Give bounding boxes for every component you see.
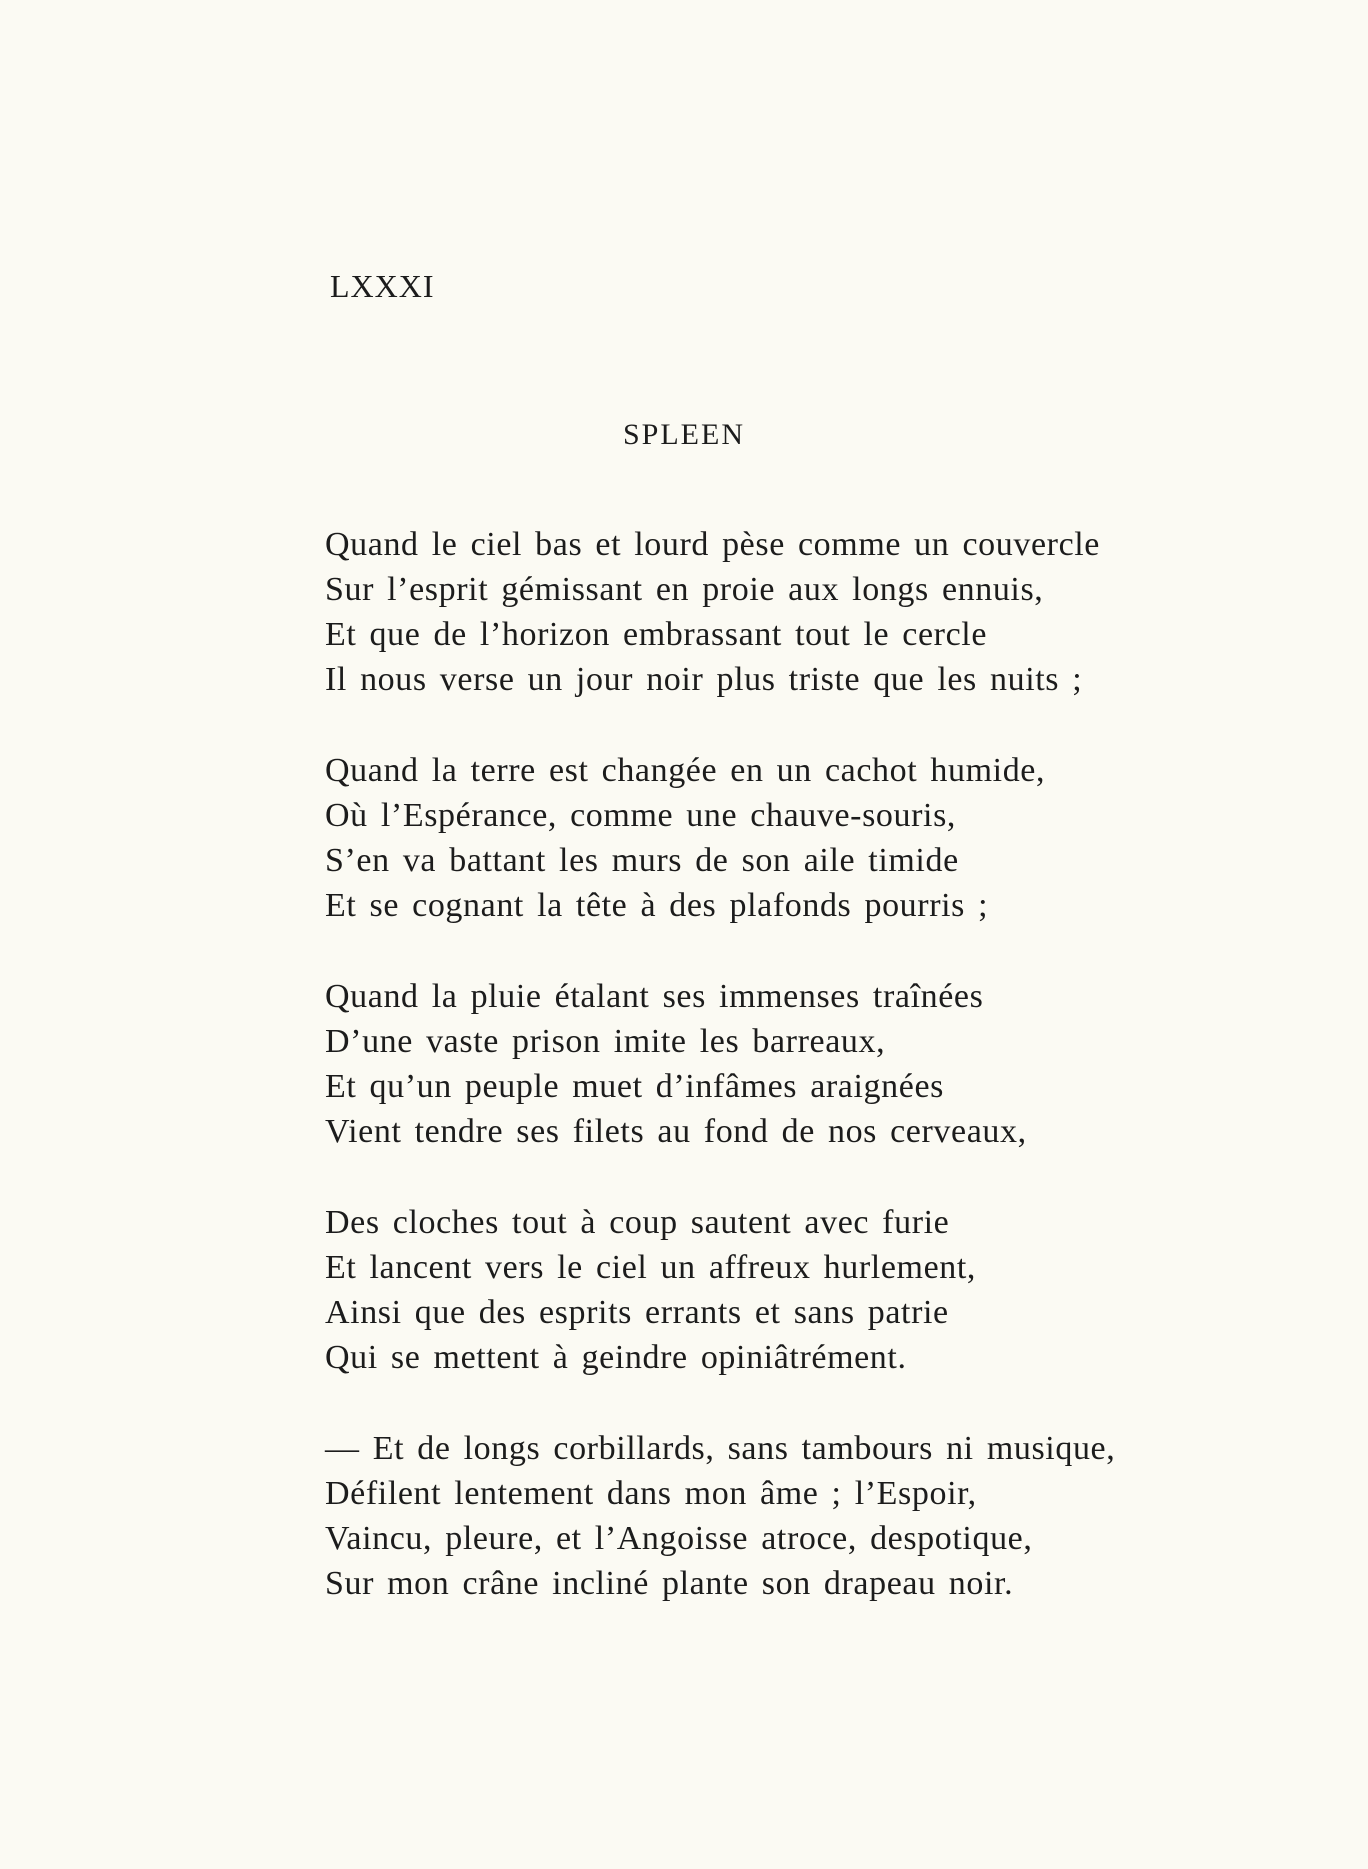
- verse: Et se cognant la tête à des plafonds pourris ;: [325, 887, 989, 924]
- poem-title: SPLEEN: [622, 418, 745, 451]
- verse: Quand le ciel bas et lourd pèse comme un couvercle: [325, 526, 1101, 563]
- poem-number: LXXXI: [330, 268, 435, 304]
- verse: Quand la pluie étalant ses immenses traînées: [325, 978, 984, 1015]
- verse: Il nous verse un jour noir plus triste que les nuits ;: [325, 661, 1083, 698]
- verse: Sur mon crâne incliné plante son drapeau noir.: [325, 1565, 1014, 1602]
- stanza-5: [325, 1426, 1225, 1606]
- verse: Quand la terre est changée en un cachot humide,: [325, 752, 1046, 789]
- verse: — Et de longs corbillards, sans tambours ni musique,: [325, 1430, 1116, 1467]
- verse: Qui se mettent à geindre opiniâtrément.: [325, 1339, 907, 1376]
- verse: Vient tendre ses filets au fond de nos cerveaux,: [325, 1113, 1027, 1150]
- verse: Ainsi que des esprits errants et sans patrie: [325, 1294, 949, 1331]
- poem-body: [325, 522, 1225, 1652]
- stanza-1: [325, 522, 1225, 702]
- verse: D’une vaste prison imite les barreaux,: [325, 1023, 886, 1060]
- verse: S’en va battant les murs de son aile timide: [325, 842, 959, 879]
- stanza-4: [325, 1200, 1225, 1380]
- stanza-2: [325, 748, 1225, 928]
- verse: Sur l’esprit gémissant en proie aux longs ennuis,: [325, 571, 1044, 608]
- verse: Et lancent vers le ciel un affreux hurlement,: [325, 1249, 977, 1286]
- verse: Défilent lentement dans mon âme ; l’Espoir,: [325, 1475, 977, 1512]
- stanza-3: [325, 974, 1225, 1154]
- verse: Vaincu, pleure, et l’Angoisse atroce, despotique,: [325, 1520, 1033, 1557]
- verse: Des cloches tout à coup sautent avec furie: [325, 1204, 950, 1241]
- verse: Et qu’un peuple muet d’infâmes araignées: [325, 1068, 944, 1105]
- verse: Où l’Espérance, comme une chauve-souris,: [325, 797, 956, 834]
- verse: Et que de l’horizon embrassant tout le cercle: [325, 616, 988, 653]
